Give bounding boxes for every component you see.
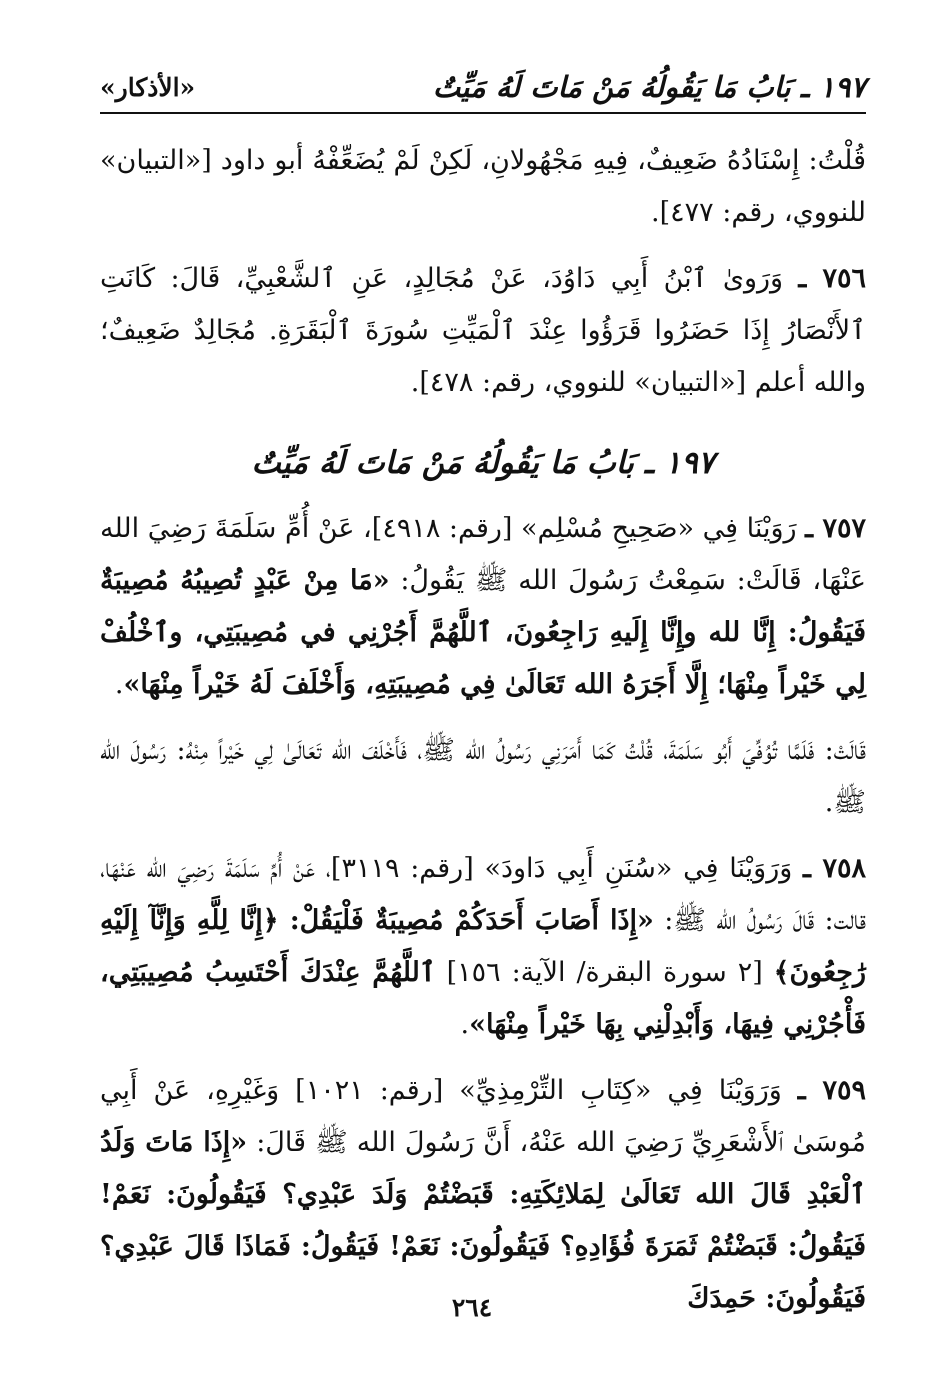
section-heading: ١٩٧ ـ بَابُ مَا يَقُولُهُ مَنْ مَاتَ لَهُ مَيِّتٌ xyxy=(251,445,715,481)
hadith-number: ٧٥٧ ـ xyxy=(805,513,866,544)
verse-reference: [٢ سورة البقرة/ الآية: ١٥٦] xyxy=(435,957,774,988)
running-header-chapter-title: ١٩٧ ـ بَابُ مَا يَقُولُهُ مَنْ مَاتَ لَهُ مَيِّتٌ xyxy=(432,70,866,104)
hadith-number: ٧٥٩ ـ xyxy=(797,1075,867,1106)
paragraph-intro: وَرَوَيْنَا فِي «كِتَابِ التِّرْمِذِيِّ» [رقم: ١٠٢١] وَغَيْرِهِ، عَنْ أَبِي مُوسَىٰ ٱلأَشْعَرِيِّ رَضِيَ الله عَنْهُ، أَنَّ رَسُولَ الله ﷺ قَالَ: xyxy=(100,1075,866,1158)
paragraph-text: قُلْتُ: إِسْنَادُهُ ضَعِيفٌ، فِيهِ مَجْهُولانِ، لَكِنْ لَمْ يُضَعِّفْهُ أبو داود [«التبيان» للنووي، رقم: ٤٧٧]. xyxy=(100,145,866,228)
paragraph-756 xyxy=(100,253,866,409)
running-header-book-title: «الأذكار» xyxy=(100,72,196,102)
paragraph-continuation xyxy=(100,725,866,829)
paragraph-text: وَرَوىٰ ٱبْنُ أَبِي دَاوُدَ، عَنْ مُجَالِدٍ، عَنِ ٱلشَّعْبِيِّ، قَالَ: كَانَتِ ٱلأَنْصَارُ إِذَا حَضَرُوا قَرَؤُوا عِنْدَ ٱلْمَيِّتِ سُورَةَ ٱلْبَقَرَةِ. مُجَالِدٌ ضَعِيفٌ؛ والله أعلم [«التبيان» للنووي، رقم: ٤٧٨]. xyxy=(100,263,866,398)
paragraph-commentary xyxy=(100,135,866,239)
hadith-text: ٱللَّهُمَّ عِنْدَكَ أَحْتَسِبُ مُصِيبَتِي، فَأْجُرْنِي فِيهَا، وَأَبْدِلْنِي بِهَا خَيْراً مِنْهَا» xyxy=(100,957,866,1040)
paragraph-end: . xyxy=(460,1009,470,1040)
page-body xyxy=(100,135,866,1339)
paragraph-757 xyxy=(100,503,866,711)
hadith-text: «إِذَا مَاتَ وَلَدُ ٱلْعَبْدِ قَالَ الله تَعَالَىٰ لِمَلائِكَتِهِ: قَبَضْتُمْ وَلَدَ عَبْدِي؟ فَيَقُولُونَ: نَعَمْ! فَيَقُولُ: قَبَضْتُمْ ثَمَرَةَ فُؤَادِهِ؟ فَيَقُولُونَ: نَعَمْ! فَيَقُولُ: فَمَاذَا قَالَ عَبْدِي؟ فَيَقُولُونَ: حَمِدَكَ xyxy=(100,1127,866,1314)
page-number: ٢٦٤ xyxy=(451,1293,493,1322)
paragraph-intro: رَوَيْنَا فِي «صَحِيحِ مُسْلِم» [رقم: ٤٩١٨]، عَنْ أُمِّ سَلَمَةَ رَضِيَ الله عَنْهَا، قَالَتْ: سَمِعْتُ رَسُولَ الله ﷺ يَقُولُ: xyxy=(100,513,866,596)
quran-verse: ﴿إِنَّا لِلَّهِ وَإِنَّآ إِلَيْهِ رَٰجِعُونَ﴾ xyxy=(100,905,866,988)
hadith-text: «إِذَا أَصَابَ أَحَدَكُمْ مُصِيبَةٌ فَلْيَقُلْ: xyxy=(278,905,654,936)
paragraph-758 xyxy=(100,843,866,1051)
running-header xyxy=(100,62,866,114)
paragraph-end: . xyxy=(114,669,124,700)
hadith-number: ٧٥٦ ـ xyxy=(798,263,867,294)
paragraph-759 xyxy=(100,1065,866,1325)
hadith-number: ٧٥٨ ـ xyxy=(803,853,866,884)
hadith-text: «مَا مِنْ عَبْدٍ تُصِيبُهُ مُصِيبَةٌ فَيَقُولُ: إِنَّا لله وإِنَّا إِلَيهِ رَاجِعُونَ، ٱللَّهُمَّ أَجُرْنِي في مُصِيبَتِي، وٱخْلُفْ لِي خَيْراً مِنْهَا؛ إِلَّا أَجَرَهُ الله تَعَالَىٰ فِي مُصِيبَتِهِ، وَأَخْلَفَ لَهُ خَيْراً مِنْهَا» xyxy=(100,565,866,700)
paragraph-intro: وَرَوَيْنَا فِي «سُنَنِ أَبِي دَاودَ» [رقم: ٣١١٩]، عَنْ أُمِّ سَلَمَةَ رَضِيَ الله عَنْهَا، قالت: قَالَ رَسُولُ الله ﷺ: xyxy=(100,853,866,936)
paragraph-text: قَالَتْ: فَلَمَّا تُوُفِّيَ أَبُو سَلَمَةَ، قُلْتُ كَمَا أَمَرَنِي رَسُولُ الله ﷺ، فَأَخْلَفَ الله تَعَالَىٰ لِي خَيْراً مِنْهُ: رَسُولَ الله ﷺ. xyxy=(100,735,866,818)
